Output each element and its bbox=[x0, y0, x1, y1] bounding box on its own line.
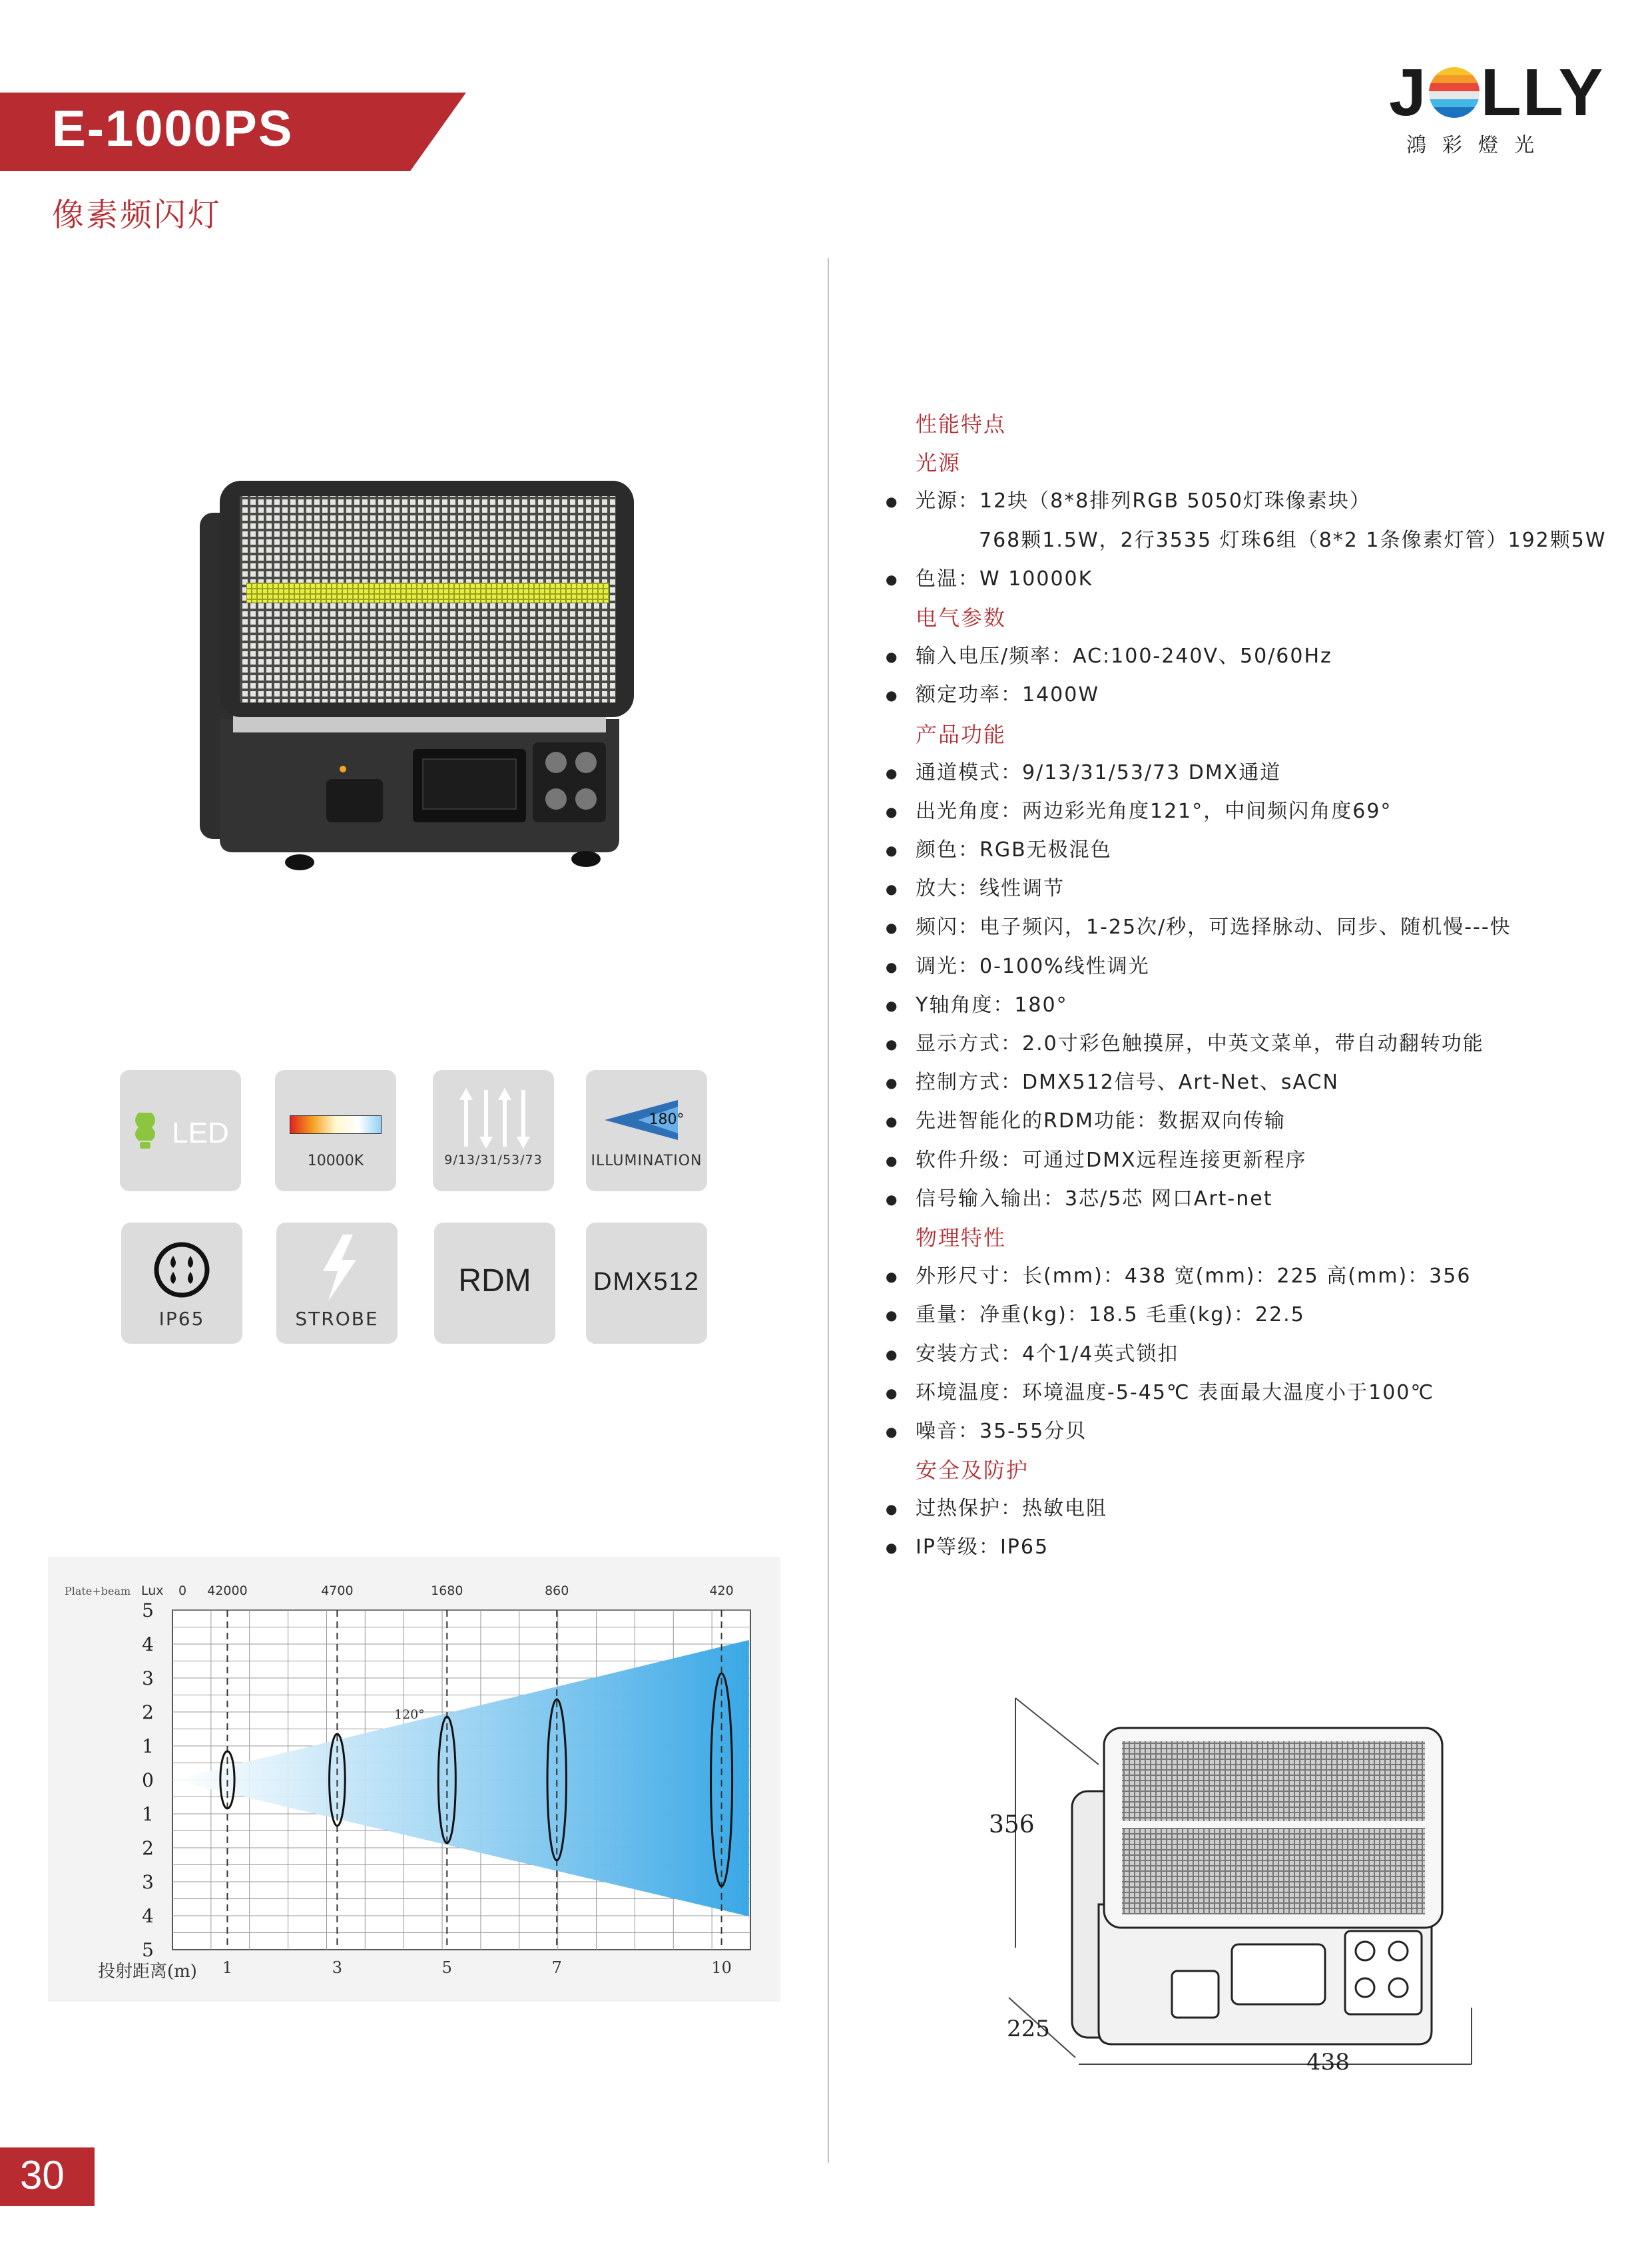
chart-x-tick: 7 bbox=[551, 1958, 562, 1977]
feature-strobe-label: STROBE bbox=[295, 1308, 379, 1330]
spec-section-heading: 电气参数 bbox=[916, 605, 1007, 631]
chart-lux-value: 1680 bbox=[431, 1583, 463, 1598]
spec-item: ● 放大：线性调节 bbox=[886, 870, 1618, 908]
chart-y-tick: 2 bbox=[142, 1701, 154, 1723]
chart-x-tick: 1 bbox=[222, 1958, 233, 1977]
feature-rdm-label: RDM bbox=[458, 1263, 531, 1298]
spec-item: ● 光源：12块（8*8排列RGB 5050灯珠像素块） bbox=[886, 482, 1618, 521]
ip65-icon bbox=[153, 1241, 210, 1298]
illumination-angle: 180° bbox=[649, 1111, 685, 1128]
brand-logo-subtitle: 鴻彩燈光 bbox=[1406, 134, 1550, 157]
dimension-drawing bbox=[959, 1685, 1505, 2117]
spec-section-heading: 性能特点 bbox=[916, 412, 1007, 437]
spec-item: ● Y轴角度：180° bbox=[886, 986, 1618, 1025]
color-temperature-icon bbox=[290, 1115, 382, 1134]
channels-icon bbox=[458, 1087, 531, 1150]
dimension-height: 356 bbox=[989, 1811, 1035, 1838]
beam-angle-label: 120° bbox=[394, 1707, 425, 1722]
spec-item: ● 先进智能化的RDM功能：数据双向传输 bbox=[886, 1102, 1618, 1141]
chart-lux-value: 860 bbox=[545, 1583, 569, 1598]
product-subtitle: 像素频闪灯 bbox=[52, 196, 222, 234]
logo-sun-icon bbox=[1428, 66, 1481, 119]
chart-lux-value: 0 bbox=[178, 1583, 187, 1598]
spec-item: ● 颜色：RGB无极混色 bbox=[886, 831, 1618, 870]
page-number: 30 bbox=[20, 2153, 65, 2197]
feature-color-temp-label: 10000K bbox=[307, 1153, 364, 1169]
spec-item: ● 重量：净重(kg)：18.5 毛重(kg)：22.5 bbox=[886, 1296, 1618, 1334]
chart-y-tick: 5 bbox=[142, 1939, 154, 1961]
chart-y-tick: 5 bbox=[142, 1599, 154, 1621]
spec-section-heading: 光源 bbox=[916, 450, 962, 476]
logo-lly: LLY bbox=[1480, 55, 1605, 130]
chart-lux-value: 420 bbox=[709, 1583, 734, 1598]
feature-strobe bbox=[276, 1223, 398, 1344]
chart-x-tick: 5 bbox=[441, 1958, 452, 1977]
column-divider bbox=[828, 258, 829, 2163]
chart-y-tick: 3 bbox=[142, 1871, 154, 1893]
spec-item: ● 额定功率：1400W bbox=[886, 676, 1618, 714]
spec-item: ● 色温：W 10000K bbox=[886, 560, 1618, 599]
spec-item: ● 调光：0-100%线性调光 bbox=[886, 948, 1618, 986]
brand-logo bbox=[1389, 55, 1604, 131]
spec-list bbox=[886, 405, 1618, 1567]
chart-x-tick: 10 bbox=[711, 1958, 732, 1977]
spec-item: ● 过热保护：热敏电阻 bbox=[886, 1490, 1618, 1528]
feature-dmx512-label: DMX512 bbox=[593, 1268, 700, 1296]
chart-lux-label: Lux bbox=[141, 1583, 164, 1598]
spec-section-heading: 物理特性 bbox=[916, 1225, 1007, 1251]
feature-color-temp bbox=[275, 1070, 396, 1191]
spec-section-heading: 产品功能 bbox=[916, 721, 1007, 747]
chart-x-label: 投射距离(m) bbox=[98, 1962, 197, 1982]
feature-channels bbox=[433, 1070, 554, 1191]
spec-item: ● 外形尺寸：长(mm)：438 宽(mm)：225 高(mm)：356 bbox=[886, 1257, 1618, 1296]
chart-x-tick: 3 bbox=[332, 1958, 343, 1977]
chart-lux-value: 42000 bbox=[207, 1583, 248, 1598]
spec-item: ● 信号输入输出：3芯/5芯 网口Art-net bbox=[886, 1180, 1618, 1219]
strobe-icon bbox=[316, 1235, 363, 1301]
spec-item: ● IP等级：IP65 bbox=[886, 1528, 1618, 1567]
chart-y-tick: 4 bbox=[142, 1905, 154, 1927]
product-photo bbox=[193, 466, 653, 879]
chart-y-tick: 0 bbox=[142, 1769, 154, 1791]
chart-y-tick: 2 bbox=[142, 1837, 154, 1859]
feature-rdm bbox=[434, 1223, 555, 1344]
feature-dmx512 bbox=[586, 1223, 707, 1344]
spec-item: ● 软件升级：可通过DMX远程连接更新程序 bbox=[886, 1141, 1618, 1180]
spec-item: ● 频闪：电子频闪，1-25次/秒，可选择脉动、同步、随机慢---快 bbox=[886, 908, 1618, 947]
spec-item: ● 出光角度：两边彩光角度121°，中间频闪角度69° bbox=[886, 792, 1618, 831]
model-title: E-1000PS bbox=[52, 101, 294, 157]
beam-chart bbox=[48, 1557, 780, 2002]
spec-item: ● 安装方式：4个1/4英式锁扣 bbox=[886, 1335, 1618, 1374]
chart-corner-label: Plate+beam bbox=[65, 1585, 131, 1597]
chart-lux-value: 4700 bbox=[321, 1583, 354, 1598]
spec-item: ● 环境温度：环境温度-5-45℃ 表面最大温度小于100℃ bbox=[886, 1374, 1618, 1412]
feature-ip65 bbox=[121, 1223, 242, 1344]
spec-item: ● 输入电压/频率：AC:100-240V、50/60Hz bbox=[886, 637, 1618, 676]
feature-illumination bbox=[586, 1070, 707, 1191]
spec-item: ● 通道模式：9/13/31/53/73 DMX通道 bbox=[886, 754, 1618, 792]
dimension-width: 225 bbox=[1007, 2016, 1050, 2042]
feature-channels-label: 9/13/31/53/73 bbox=[444, 1153, 543, 1167]
chart-y-tick: 3 bbox=[142, 1667, 154, 1689]
spec-section-heading: 安全及防护 bbox=[916, 1458, 1029, 1484]
feature-led bbox=[120, 1070, 241, 1191]
feature-led-label: LED bbox=[172, 1117, 229, 1149]
feature-ip65-label: IP65 bbox=[158, 1308, 205, 1330]
spec-item: ● 控制方式：DMX512信号、Art-Net、sACN bbox=[886, 1063, 1618, 1102]
spec-item: 768颗1.5W，2行3535 灯珠6组（8*2 1条像素灯管）192颗5W bbox=[979, 528, 1607, 552]
spec-item: ● 噪音：35-55分贝 bbox=[886, 1412, 1618, 1451]
spec-item: ● 显示方式：2.0寸彩色触摸屏，中英文菜单，带自动翻转功能 bbox=[886, 1025, 1618, 1063]
dimension-length: 438 bbox=[1306, 2049, 1350, 2076]
chart-y-tick: 1 bbox=[142, 1803, 154, 1825]
logo-j: J bbox=[1389, 55, 1428, 130]
chart-y-tick: 1 bbox=[142, 1735, 154, 1757]
chart-y-tick: 4 bbox=[142, 1633, 154, 1655]
feature-illumination-label: ILLUMINATION bbox=[591, 1153, 702, 1169]
